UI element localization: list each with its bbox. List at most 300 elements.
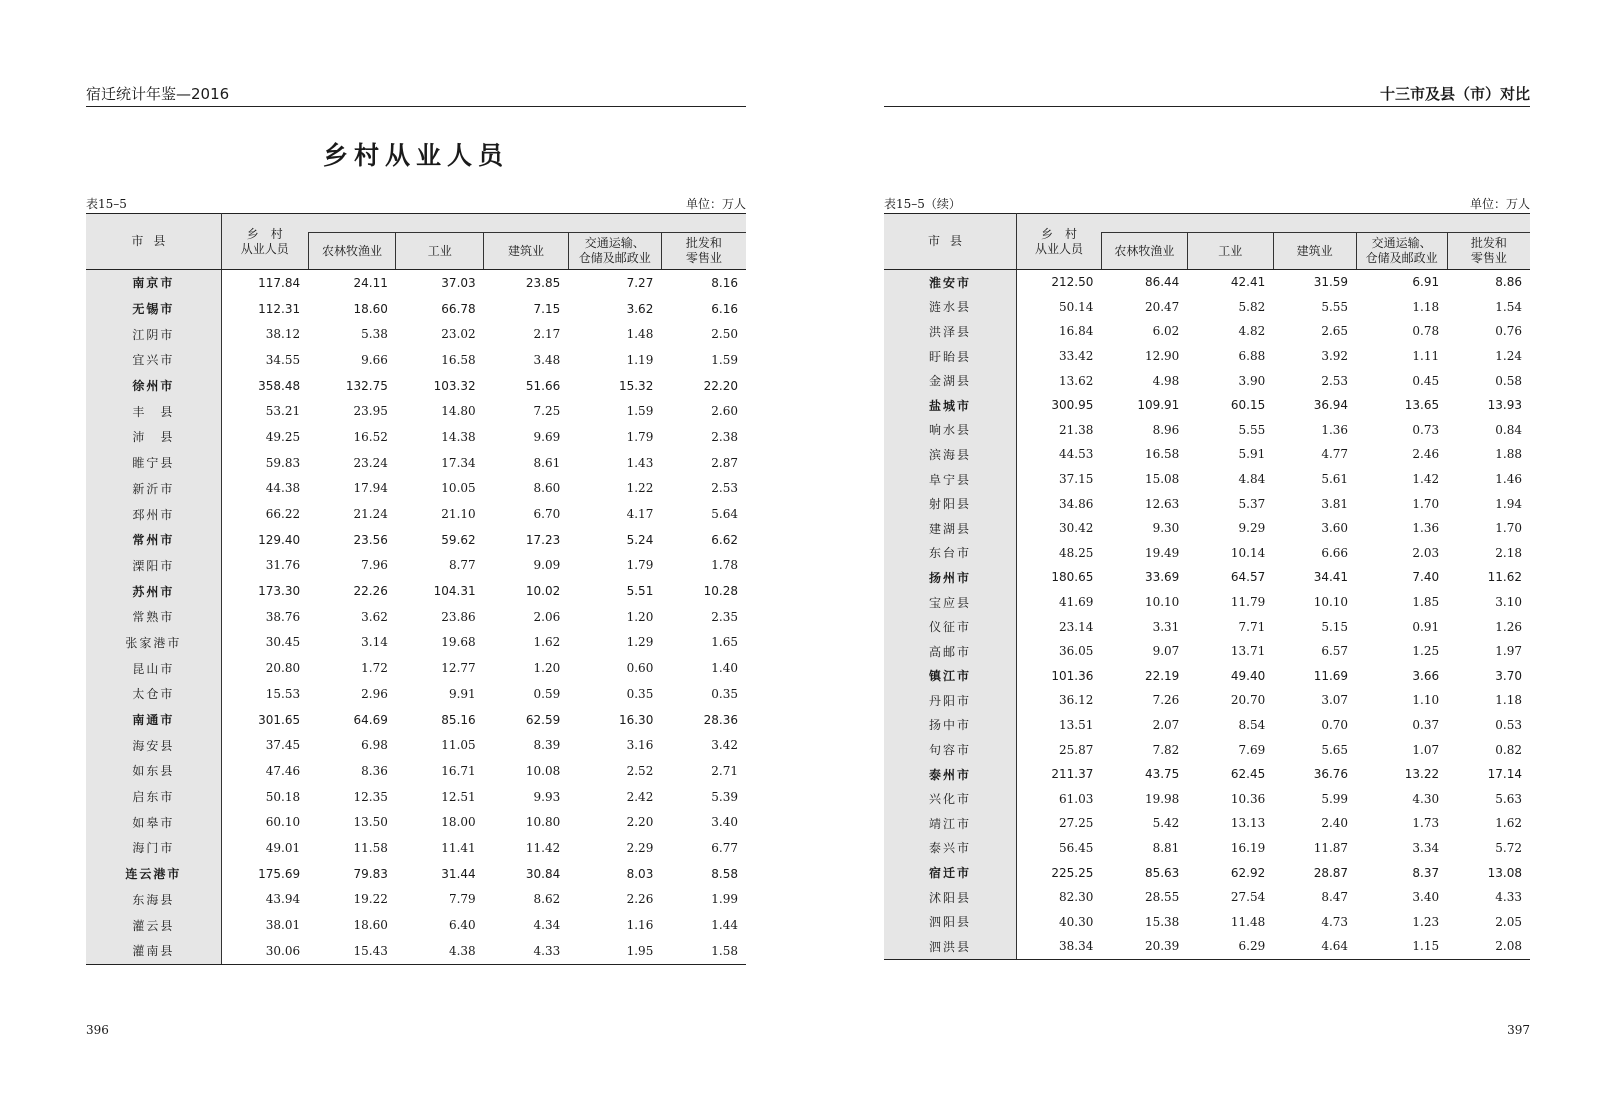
cell-total: 180.65	[1051, 570, 1094, 585]
cell-transport: 1.59	[626, 404, 654, 419]
cell-transport: 0.78	[1412, 324, 1440, 339]
cell-transport: 0.91	[1412, 619, 1440, 634]
table-row	[86, 450, 746, 476]
cell-transport: 3.16	[626, 738, 654, 753]
cell-retail: 1.24	[1495, 349, 1522, 364]
table-row	[884, 713, 1530, 738]
table-row	[884, 737, 1530, 762]
page-title: 乡村从业人员	[322, 141, 509, 170]
cell-retail: 13.08	[1487, 865, 1522, 880]
cell-agriculture: 7.26	[1152, 693, 1180, 708]
cell-construction: 34.41	[1313, 570, 1349, 585]
table-row	[86, 861, 746, 887]
running-head: 十三市及县（市）对比	[884, 84, 1530, 107]
cell-industry: 8.77	[448, 558, 476, 573]
cell-total: 27.25	[1059, 816, 1094, 831]
cell-retail: 1.58	[661, 938, 746, 964]
cell-total: 175.69	[258, 866, 301, 881]
cell-construction: 28.87	[1313, 865, 1349, 880]
cell-total: 31.76	[265, 558, 301, 573]
cell-retail: 0.35	[711, 686, 738, 701]
cell-construction: 1.36	[1321, 422, 1349, 437]
cell-retail: 11.62	[1487, 570, 1522, 585]
table-row	[884, 639, 1530, 664]
cell-agriculture: 17.94	[353, 481, 388, 496]
cell-total: 358.48	[258, 378, 301, 393]
table-row	[884, 590, 1530, 615]
cell-retail: 5.39	[711, 789, 738, 804]
cell-total: 37.45	[265, 738, 301, 753]
col-header-industry: 工业	[396, 233, 484, 270]
cell-transport: 7.40	[1412, 570, 1440, 585]
cell-construction: 17.23	[525, 532, 561, 547]
cell-construction: 51.66	[525, 378, 561, 393]
region-name: 江阴市	[86, 321, 221, 347]
cell-construction: 6.57	[1321, 644, 1349, 659]
cell-total: 53.21	[265, 404, 301, 419]
cell-industry: 18.00	[441, 815, 476, 830]
cell-retail: 13.93	[1487, 398, 1522, 413]
running-head: 宿迁统计年鉴—2016	[86, 84, 746, 107]
cell-transport: 1.43	[626, 455, 654, 470]
cell-construction: 9.09	[533, 558, 561, 573]
cell-industry: 11.05	[441, 738, 476, 753]
cell-retail: 0.76	[1495, 324, 1522, 339]
cell-agriculture: 5.42	[1152, 816, 1180, 831]
region-name: 睢宁县	[86, 450, 221, 476]
cell-total: 23.14	[1059, 619, 1094, 634]
cell-transport: 7.27	[626, 275, 654, 290]
region-name: 宿迁市	[884, 860, 1017, 885]
cell-construction: 4.33	[484, 938, 569, 964]
cell-total: 112.31	[258, 301, 301, 316]
table-row	[884, 270, 1530, 295]
cell-agriculture: 12.63	[1144, 496, 1180, 511]
table-row	[86, 527, 746, 553]
region-name: 如东县	[86, 758, 221, 784]
region-name: 射阳县	[884, 491, 1017, 516]
region-name: 东台市	[884, 541, 1017, 566]
cell-industry: 13.71	[1230, 644, 1266, 659]
table-row	[86, 938, 746, 964]
cell-total: 101.36	[1051, 668, 1094, 683]
cell-industry: 16.19	[1230, 840, 1266, 855]
cell-retail: 1.54	[1495, 299, 1522, 314]
cell-retail: 2.05	[1495, 914, 1522, 929]
cell-construction: 5.61	[1321, 472, 1349, 487]
col-header-transport-line2: 仓储及邮政业	[578, 251, 651, 265]
cell-agriculture: 7.82	[1152, 742, 1180, 757]
table-unit: 单位：万人	[685, 197, 746, 211]
cell-total: 56.45	[1059, 840, 1094, 855]
cell-construction: 62.59	[525, 712, 561, 727]
cell-construction: 4.77	[1321, 447, 1349, 462]
table-row	[86, 373, 746, 399]
cell-retail: 1.94	[1495, 496, 1522, 511]
cell-construction: 10.08	[525, 763, 561, 778]
right-page	[884, 0, 1530, 1099]
left-page	[86, 0, 746, 1099]
table-row	[884, 614, 1530, 639]
col-header-region: 市县	[86, 214, 221, 270]
cell-construction: 36.76	[1313, 767, 1349, 782]
cell-transport: 1.22	[626, 481, 654, 496]
region-name: 沛 县	[86, 424, 221, 450]
cell-agriculture: 3.62	[361, 609, 388, 624]
cell-industry: 19.68	[441, 635, 476, 650]
cell-agriculture: 23.56	[353, 532, 388, 547]
col-header-industry: 工业	[1187, 233, 1273, 270]
col-header-transport	[568, 233, 661, 270]
table-row	[884, 934, 1530, 959]
cell-construction: 5.55	[1321, 299, 1349, 314]
cell-agriculture: 4.98	[1152, 373, 1180, 388]
col-header-total	[221, 214, 308, 270]
cell-retail: 1.65	[711, 635, 738, 650]
cell-total: 38.34	[1017, 934, 1102, 959]
cell-transport: 1.70	[1412, 496, 1440, 511]
cell-transport: 5.24	[626, 532, 654, 547]
cell-construction: 36.94	[1313, 398, 1349, 413]
cell-transport: 4.30	[1412, 791, 1440, 806]
cell-total: 38.12	[265, 327, 301, 342]
cell-transport: 1.20	[626, 609, 654, 624]
cell-retail: 6.62	[711, 532, 738, 547]
cell-total: 40.30	[1059, 914, 1094, 929]
cell-agriculture: 15.43	[308, 938, 396, 964]
cell-industry: 10.14	[1230, 545, 1266, 560]
cell-total: 44.38	[265, 481, 301, 496]
region-name: 盱眙县	[884, 344, 1017, 369]
cell-total: 300.95	[1051, 398, 1094, 413]
cell-retail: 1.46	[1495, 472, 1522, 487]
region-name: 溧阳市	[86, 553, 221, 579]
cell-agriculture: 43.75	[1144, 767, 1180, 782]
cell-agriculture: 33.69	[1144, 570, 1180, 585]
table-row	[86, 604, 746, 630]
table-row	[86, 784, 746, 810]
cell-construction: 2.06	[533, 609, 561, 624]
region-name: 响水县	[884, 418, 1017, 443]
cell-agriculture: 10.10	[1144, 595, 1180, 610]
cell-construction: 2.40	[1321, 816, 1349, 831]
cell-agriculture: 9.07	[1152, 644, 1180, 659]
cell-total: 38.01	[265, 918, 301, 933]
cell-transport: 0.35	[626, 686, 654, 701]
cell-construction: 8.62	[533, 892, 561, 907]
col-header-transport-line2: 仓储及邮政业	[1365, 251, 1438, 265]
cell-construction: 5.99	[1321, 791, 1349, 806]
cell-construction: 8.61	[533, 455, 561, 470]
cell-retail: 1.78	[711, 558, 738, 573]
region-name: 淮安市	[884, 270, 1017, 295]
cell-construction: 10.02	[525, 584, 561, 599]
cell-total: 49.25	[265, 429, 301, 444]
cell-transport: 0.45	[1412, 373, 1440, 388]
region-name: 苏州市	[86, 578, 221, 604]
cell-industry: 5.82	[1238, 299, 1266, 314]
table-row	[884, 344, 1530, 369]
cell-agriculture: 23.24	[353, 455, 388, 470]
cell-retail: 3.40	[711, 815, 738, 830]
cell-construction: 2.17	[533, 327, 561, 342]
cell-industry: 23.86	[441, 609, 476, 624]
cell-retail: 2.71	[711, 763, 738, 778]
region-name: 泗洪县	[884, 934, 1017, 959]
cell-total: 37.15	[1059, 472, 1094, 487]
region-name: 靖江市	[884, 811, 1017, 836]
cell-agriculture: 15.38	[1144, 914, 1180, 929]
cell-transport: 2.20	[626, 815, 654, 830]
cell-total: 30.45	[265, 635, 301, 650]
cell-retail: 2.53	[711, 481, 738, 496]
table-row	[884, 295, 1530, 320]
cell-agriculture: 8.36	[361, 763, 388, 778]
cell-construction: 3.48	[533, 352, 561, 367]
cell-retail: 2.60	[711, 404, 738, 419]
cell-transport: 2.52	[626, 763, 654, 778]
cell-retail: 1.26	[1495, 619, 1522, 634]
cell-transport: 0.60	[626, 661, 654, 676]
cell-agriculture: 2.96	[361, 686, 388, 701]
cell-transport: 1.29	[626, 635, 654, 650]
table-row	[884, 909, 1530, 934]
cell-industry: 7.71	[1238, 619, 1266, 634]
cell-construction: 0.59	[533, 686, 561, 701]
table-caption	[884, 195, 1530, 211]
cell-total: 82.30	[1059, 890, 1094, 905]
cell-retail: 22.20	[703, 378, 738, 393]
table-row	[86, 912, 746, 938]
col-header-total-line2: 从业人员	[240, 241, 289, 256]
region-name: 常熟市	[86, 604, 221, 630]
table-row	[86, 347, 746, 373]
cell-total: 44.53	[1059, 447, 1094, 462]
cell-construction: 11.69	[1313, 668, 1349, 683]
cell-agriculture: 7.96	[361, 558, 388, 573]
region-name: 兴化市	[884, 786, 1017, 811]
cell-agriculture: 9.30	[1152, 521, 1180, 536]
cell-total: 50.14	[1059, 299, 1094, 314]
cell-retail: 2.08	[1447, 934, 1530, 959]
header-spacer	[1101, 214, 1530, 233]
cell-retail: 8.16	[711, 275, 738, 290]
cell-transport: 2.29	[626, 840, 654, 855]
cell-construction: 6.66	[1321, 545, 1349, 560]
cell-retail: 3.70	[1495, 668, 1522, 683]
cell-total: 225.25	[1051, 865, 1094, 880]
cell-agriculture: 18.60	[353, 918, 388, 933]
cell-construction: 5.65	[1321, 742, 1349, 757]
cell-construction: 1.62	[533, 635, 561, 650]
col-header-agriculture: 农林牧渔业	[1101, 233, 1187, 270]
cell-industry: 11.79	[1230, 595, 1266, 610]
cell-retail: 17.14	[1487, 767, 1522, 782]
cell-agriculture: 21.24	[353, 507, 388, 522]
table-row	[884, 565, 1530, 590]
table-row	[884, 442, 1530, 467]
cell-industry: 7.79	[448, 892, 476, 907]
cell-transport: 1.19	[626, 352, 654, 367]
cell-total: 30.42	[1059, 521, 1094, 536]
cell-construction: 23.85	[525, 275, 561, 290]
employment-table	[86, 213, 746, 965]
region-name: 南通市	[86, 707, 221, 733]
region-name: 滨海县	[884, 442, 1017, 467]
cell-construction: 4.34	[533, 918, 561, 933]
region-name: 洪泽县	[884, 319, 1017, 344]
cell-total: 16.84	[1059, 324, 1094, 339]
cell-transport: 1.07	[1412, 742, 1440, 757]
cell-agriculture: 23.95	[353, 404, 388, 419]
cell-industry: 37.03	[441, 275, 476, 290]
table-row	[86, 809, 746, 835]
table-row	[884, 541, 1530, 566]
table-row	[86, 835, 746, 861]
cell-construction: 6.70	[533, 507, 561, 522]
cell-retail: 5.64	[711, 507, 738, 522]
region-name: 海门市	[86, 835, 221, 861]
cell-construction: 8.47	[1321, 890, 1349, 905]
cell-retail: 2.50	[711, 327, 738, 342]
col-header-agriculture: 农林牧渔业	[308, 233, 396, 270]
cell-industry: 31.44	[441, 866, 476, 881]
cell-construction: 30.84	[525, 866, 561, 881]
table-row	[86, 270, 746, 296]
region-name: 扬中市	[884, 713, 1017, 738]
table-row	[86, 758, 746, 784]
cell-agriculture: 18.60	[353, 301, 388, 316]
cell-industry: 6.29	[1187, 934, 1273, 959]
cell-total: 36.12	[1059, 693, 1094, 708]
table-row	[884, 467, 1530, 492]
col-header-transport-line1: 交通运输、	[1371, 236, 1432, 250]
cell-transport: 1.16	[626, 918, 654, 933]
cell-agriculture: 19.98	[1144, 791, 1180, 806]
region-name: 镇江市	[884, 664, 1017, 689]
table-code: 表15–5	[86, 197, 127, 211]
cell-construction: 5.15	[1321, 619, 1349, 634]
region-name: 常州市	[86, 527, 221, 553]
cell-industry: 85.16	[441, 712, 476, 727]
cell-retail: 8.58	[711, 866, 738, 881]
cell-industry: 3.90	[1238, 373, 1266, 388]
cell-construction: 3.81	[1321, 496, 1349, 511]
region-name: 盐城市	[884, 393, 1017, 418]
table-row	[86, 630, 746, 656]
cell-construction: 10.80	[525, 815, 561, 830]
region-name: 泗阳县	[884, 909, 1017, 934]
table-row	[86, 296, 746, 322]
cell-retail: 1.44	[711, 918, 738, 933]
cell-construction: 3.60	[1321, 521, 1349, 536]
cell-total: 13.62	[1059, 373, 1094, 388]
col-header-total	[1017, 214, 1102, 270]
cell-transport: 2.46	[1412, 447, 1440, 462]
cell-construction: 10.10	[1313, 595, 1349, 610]
cell-industry: 6.40	[448, 918, 476, 933]
region-name: 灌云县	[86, 912, 221, 938]
cell-total: 25.87	[1059, 742, 1094, 757]
table-row	[884, 393, 1530, 418]
cell-retail: 3.42	[711, 738, 738, 753]
cell-total: 34.86	[1059, 496, 1094, 511]
cell-construction: 9.69	[533, 429, 561, 444]
cell-agriculture: 19.22	[353, 892, 388, 907]
cell-agriculture: 24.11	[353, 275, 388, 290]
cell-transport: 1.11	[1412, 349, 1440, 364]
region-name: 东海县	[86, 887, 221, 913]
region-name: 仪征市	[884, 614, 1017, 639]
cell-transport: 4.17	[626, 507, 654, 522]
cell-transport: 0.73	[1412, 422, 1440, 437]
cell-industry: 103.32	[433, 378, 476, 393]
cell-construction: 1.20	[533, 661, 561, 676]
cell-total: 211.37	[1051, 767, 1094, 782]
cell-retail: 5.63	[1495, 791, 1522, 806]
cell-transport: 2.26	[626, 892, 654, 907]
cell-retail: 1.70	[1495, 521, 1522, 536]
cell-agriculture: 20.39	[1101, 934, 1187, 959]
cell-construction: 11.87	[1313, 840, 1349, 855]
cell-total: 30.06	[221, 938, 308, 964]
region-name: 句容市	[884, 737, 1017, 762]
cell-retail: 1.18	[1495, 693, 1522, 708]
cell-industry: 14.80	[441, 404, 476, 419]
cell-transport: 8.03	[626, 866, 654, 881]
col-header-transport	[1356, 233, 1447, 270]
cell-industry: 20.70	[1230, 693, 1266, 708]
region-name: 海安县	[86, 732, 221, 758]
cell-total: 173.30	[258, 584, 301, 599]
region-name: 泰州市	[884, 762, 1017, 787]
cell-transport: 1.23	[1412, 914, 1440, 929]
cell-construction: 8.60	[533, 481, 561, 496]
cell-industry: 7.69	[1238, 742, 1266, 757]
col-header-construction: 建筑业	[484, 233, 569, 270]
cell-retail: 6.16	[711, 301, 738, 316]
cell-industry: 4.84	[1238, 472, 1266, 487]
cell-transport: 8.37	[1412, 865, 1440, 880]
col-header-region: 市县	[884, 214, 1017, 270]
col-header-retail	[661, 233, 746, 270]
table-row	[884, 860, 1530, 885]
region-name: 宝应县	[884, 590, 1017, 615]
table-row	[884, 836, 1530, 861]
cell-transport: 1.15	[1356, 934, 1447, 959]
table-row	[86, 501, 746, 527]
cell-transport: 1.25	[1412, 644, 1440, 659]
page-number: 397	[1507, 1023, 1530, 1037]
header-spacer	[308, 214, 746, 233]
cell-retail: 0.53	[1495, 717, 1522, 732]
cell-total: 117.84	[258, 275, 301, 290]
cell-agriculture: 13.50	[353, 815, 388, 830]
cell-construction: 4.73	[1321, 914, 1349, 929]
cell-construction: 8.39	[533, 738, 561, 753]
cell-total: 13.51	[1059, 717, 1094, 732]
cell-retail: 0.82	[1495, 742, 1522, 757]
cell-industry: 13.13	[1230, 816, 1266, 831]
cell-industry: 21.10	[441, 507, 476, 522]
region-name: 徐州市	[86, 373, 221, 399]
cell-construction: 2.65	[1321, 324, 1349, 339]
cell-total: 48.25	[1059, 545, 1094, 560]
cell-total: 60.10	[265, 815, 301, 830]
region-name: 丰 县	[86, 398, 221, 424]
cell-total: 301.65	[258, 712, 301, 727]
cell-retail: 1.62	[1495, 816, 1522, 831]
